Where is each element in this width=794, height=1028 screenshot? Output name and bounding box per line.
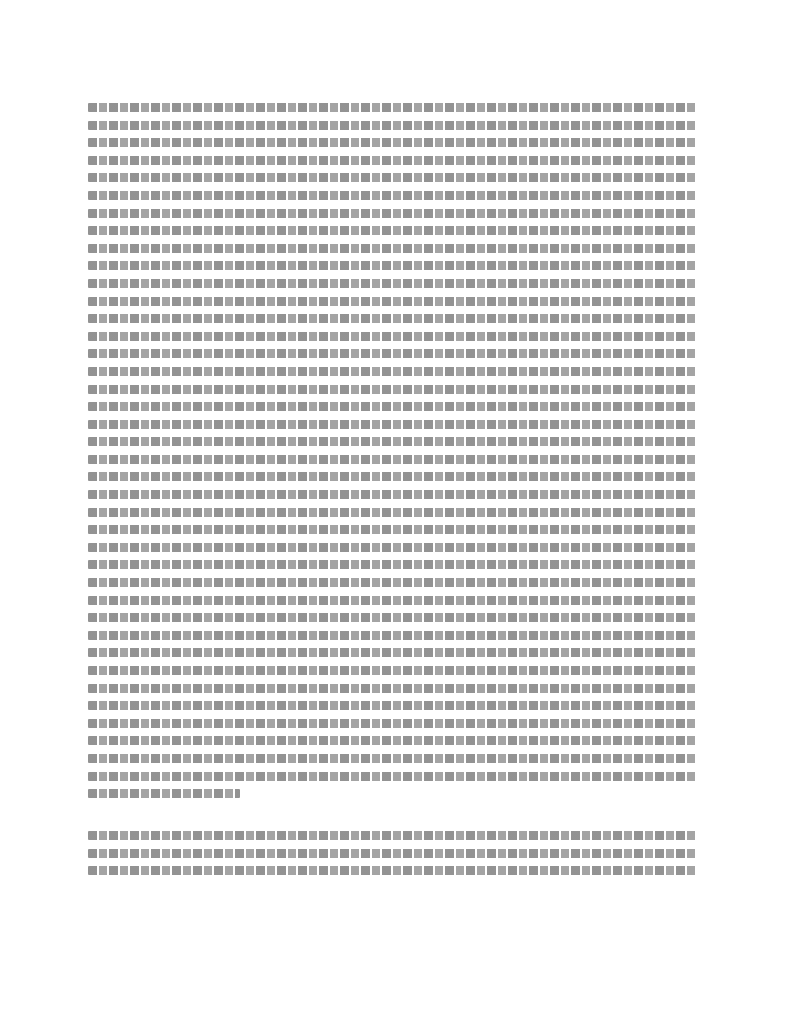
illegible-glyph-run — [88, 314, 696, 323]
text-line — [88, 643, 696, 661]
illegible-glyph-run — [88, 191, 696, 200]
paragraph-main — [88, 98, 696, 802]
text-line — [88, 221, 696, 239]
text-line — [88, 679, 696, 697]
illegible-glyph-run — [88, 560, 696, 569]
text-line — [88, 186, 696, 204]
illegible-glyph-run — [88, 490, 696, 499]
illegible-glyph-run — [88, 279, 696, 288]
illegible-glyph-run — [88, 349, 696, 358]
illegible-glyph-run — [88, 666, 696, 675]
text-line — [88, 292, 696, 310]
illegible-glyph-run — [88, 156, 696, 165]
text-line — [88, 844, 696, 862]
illegible-glyph-run — [88, 613, 696, 622]
text-line — [88, 256, 696, 274]
illegible-glyph-run — [88, 525, 696, 534]
text-line — [88, 415, 696, 433]
text-line — [88, 573, 696, 591]
illegible-glyph-run — [88, 437, 696, 446]
illegible-glyph-run — [88, 226, 696, 235]
text-line — [88, 485, 696, 503]
illegible-glyph-run — [88, 420, 696, 429]
illegible-glyph-run — [88, 332, 696, 341]
text-line — [88, 784, 696, 802]
illegible-glyph-run — [88, 402, 696, 411]
text-line — [88, 714, 696, 732]
text-line — [88, 327, 696, 345]
illegible-glyph-run — [88, 261, 696, 270]
text-line — [88, 503, 696, 521]
illegible-glyph-run — [88, 121, 696, 130]
illegible-glyph-run — [88, 701, 696, 710]
illegible-glyph-run — [88, 831, 696, 840]
illegible-glyph-run — [88, 849, 696, 858]
text-line — [88, 767, 696, 785]
illegible-glyph-run — [88, 173, 696, 182]
illegible-glyph-run — [88, 472, 696, 481]
text-line — [88, 626, 696, 644]
text-line — [88, 731, 696, 749]
illegible-glyph-run — [88, 866, 696, 875]
illegible-glyph-run — [88, 209, 696, 218]
illegible-glyph-run — [88, 736, 696, 745]
illegible-glyph-run — [88, 103, 696, 112]
text-line — [88, 116, 696, 134]
illegible-glyph-run — [88, 508, 696, 517]
text-line — [88, 749, 696, 767]
text-line — [88, 608, 696, 626]
illegible-glyph-run — [88, 648, 696, 657]
text-line — [88, 467, 696, 485]
illegible-glyph-run — [88, 754, 696, 763]
illegible-glyph-run — [88, 578, 696, 587]
illegible-glyph-run — [88, 789, 240, 798]
text-line — [88, 826, 696, 844]
text-line — [88, 591, 696, 609]
text-line — [88, 362, 696, 380]
illegible-glyph-run — [88, 596, 696, 605]
illegible-glyph-run — [88, 543, 696, 552]
text-line — [88, 397, 696, 415]
text-line — [88, 151, 696, 169]
illegible-glyph-run — [88, 719, 696, 728]
text-line — [88, 432, 696, 450]
text-line — [88, 538, 696, 556]
paragraph-second — [88, 826, 696, 879]
illegible-glyph-run — [88, 631, 696, 640]
illegible-glyph-run — [88, 367, 696, 376]
text-line — [88, 555, 696, 573]
text-line — [88, 450, 696, 468]
illegible-glyph-run — [88, 244, 696, 253]
text-line — [88, 661, 696, 679]
text-line — [88, 274, 696, 292]
text-line — [88, 696, 696, 714]
text-line — [88, 520, 696, 538]
illegible-glyph-run — [88, 772, 696, 781]
text-line — [88, 133, 696, 151]
illegible-glyph-run — [88, 385, 696, 394]
text-line — [88, 309, 696, 327]
text-line — [88, 204, 696, 222]
illegible-glyph-run — [88, 138, 696, 147]
illegible-glyph-run — [88, 684, 696, 693]
text-line — [88, 861, 696, 879]
text-line — [88, 98, 696, 116]
illegible-glyph-run — [88, 455, 696, 464]
text-line — [88, 239, 696, 257]
text-line — [88, 380, 696, 398]
illegible-glyph-run — [88, 297, 696, 306]
text-line — [88, 168, 696, 186]
text-line — [88, 344, 696, 362]
